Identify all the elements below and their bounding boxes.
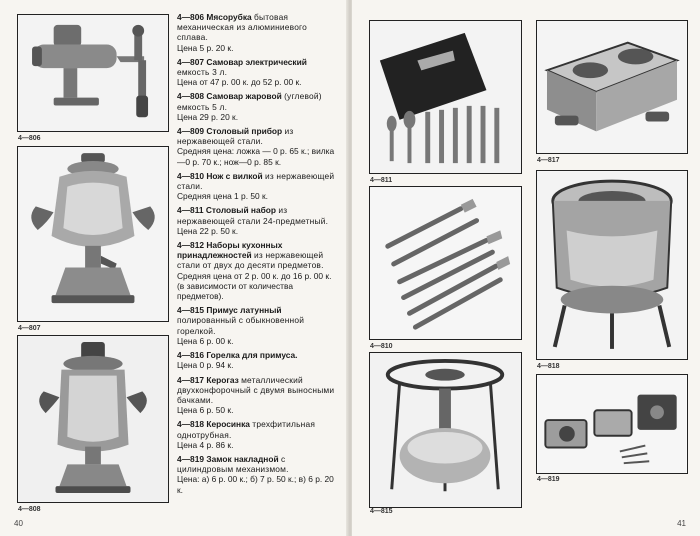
entry-code: 4—807 <box>177 56 205 67</box>
page-number-left: 40 <box>14 519 23 528</box>
caption-815: 4—815 <box>370 508 393 515</box>
photo-kerosene-stove <box>536 170 688 360</box>
entry-desc: полированный с обыкновенной горелкой. <box>177 315 305 336</box>
entry-code: 4—810 <box>177 170 205 181</box>
entry-price: Цена 6 р. 00 к. <box>177 335 234 346</box>
entry-code: 4—812 <box>177 240 205 251</box>
caption-818: 4—818 <box>537 363 560 370</box>
entry-title: Мясорубка <box>206 12 252 22</box>
photo-electric-samovar <box>17 146 169 322</box>
entry-price: Цена 29 р. 20 к. <box>177 111 239 122</box>
photo-cutlery-set-box <box>369 20 522 174</box>
entry-title: Керогаз <box>206 374 239 385</box>
door-lock-illustration <box>537 375 687 473</box>
photo-door-lock <box>536 374 688 474</box>
entry-title: Керосинка <box>206 419 250 430</box>
entry-desc: емкость 3 л. <box>177 67 228 78</box>
entry-807 <box>177 57 335 88</box>
entry-desc: (углевой) емкость 5 л. <box>177 91 322 112</box>
entry-title: Нож с вилкой <box>206 170 263 181</box>
entry-price: Средняя цена 1 р. 50 к. <box>177 191 268 202</box>
entry-desc: из нержавеющей стали от двух до десяти предметов. <box>177 250 324 271</box>
entry-price: Цена: а) 6 р. 00 к.; б) 7 р. 50 к.; в) 6 р. 20 к. <box>177 474 334 495</box>
entry-code: 4—815 <box>177 305 205 316</box>
caption-811: 4—811 <box>370 177 393 184</box>
entry-818 <box>177 419 335 450</box>
knife-fork-illustration <box>370 187 521 339</box>
entry-title: Самовар электрический <box>206 56 307 67</box>
entry-819 <box>177 454 335 495</box>
entry-code: 4—808 <box>177 91 205 102</box>
photo-kerogaz <box>536 20 688 154</box>
entry-code: 4—817 <box>177 374 205 385</box>
entry-title: Столовый набор <box>205 205 277 216</box>
caption-819: 4—819 <box>537 476 560 483</box>
entry-code: 4—816 <box>177 350 205 361</box>
photo-meat-grinder <box>17 14 169 132</box>
entry-desc: из нержавеющей стали 24-предметный. <box>177 205 329 226</box>
entry-code: 4—819 <box>177 453 205 464</box>
meat-grinder-illustration <box>18 15 168 131</box>
entry-808 <box>177 91 335 122</box>
entry-price: Средняя цена: ложка — 0 р. 65 к.; вилка—0 р. 70 к.; нож—0 р. 85 к. <box>177 146 335 167</box>
entry-809 <box>177 126 335 167</box>
entry-code: 4—806 <box>177 12 205 22</box>
entry-desc: из нержавеющей стали. <box>177 126 294 147</box>
cutlery-set-illustration <box>370 21 521 173</box>
photo-knife-and-fork <box>369 186 522 340</box>
entry-title: Наборы кухонных принадлежностей <box>177 240 283 261</box>
entry-816 <box>177 350 335 370</box>
entry-price: Цена 0 р. 94 к. <box>177 360 234 371</box>
caption-808: 4—808 <box>18 506 41 513</box>
entry-title: Горелка для примуса. <box>206 350 298 361</box>
entry-817 <box>177 375 335 416</box>
kerosene-stove-illustration <box>537 171 687 359</box>
entry-price: Цена 4 р. 86 к. <box>177 439 234 450</box>
left-page <box>0 0 348 536</box>
coal-samovar-illustration <box>18 336 168 502</box>
entry-810 <box>177 171 335 202</box>
caption-817: 4—817 <box>537 157 560 164</box>
entry-price: Цена от 47 р. 00 к. до 52 р. 00 к. <box>177 77 302 88</box>
electric-samovar-illustration <box>18 147 168 321</box>
entry-812 <box>177 240 335 301</box>
entry-title: Самовар жаровой <box>206 91 282 102</box>
entry-desc: из нержавеющей стали. <box>177 170 335 192</box>
photo-primus-stove <box>369 352 522 508</box>
entry-desc: металлический двухконфорочный с двумя выносными бачками. <box>177 374 335 405</box>
primus-stove-illustration <box>370 353 521 507</box>
entry-806 <box>177 12 335 53</box>
entry-title: Примус латунный <box>206 305 282 316</box>
entry-price: Цена 6 р. 50 к. <box>177 405 234 416</box>
entry-815 <box>177 305 335 346</box>
right-page <box>352 0 700 536</box>
entry-title: Замок накладной <box>206 453 279 464</box>
entry-price: Цена 5 р. 20 к. <box>177 42 234 53</box>
entry-desc: с цилиндровым механизмом. <box>177 453 289 475</box>
entry-title: Столовый прибор <box>206 126 283 137</box>
kerogaz-illustration <box>537 21 687 153</box>
entry-code: 4—818 <box>177 419 205 430</box>
entry-code: 4—809 <box>177 126 205 137</box>
caption-806: 4—806 <box>18 135 41 142</box>
entry-price: Цена 22 р. 50 к. <box>177 225 239 236</box>
entry-desc: бытовая механическая из алюминиевого сплава. <box>177 12 307 43</box>
description-column <box>177 12 335 499</box>
caption-807: 4—807 <box>18 325 41 332</box>
photo-coal-samovar <box>17 335 169 503</box>
entry-code: 4—811 <box>177 205 204 216</box>
caption-810: 4—810 <box>370 343 393 350</box>
entry-price: Средняя цена от 2 р. 00 к. до 16 р. 00 к. (в зависимости от количества предметов). <box>177 270 332 302</box>
entry-811 <box>177 205 335 236</box>
page-number-right: 41 <box>677 519 686 528</box>
entry-desc: трехфитильная однотрубная. <box>177 419 316 440</box>
